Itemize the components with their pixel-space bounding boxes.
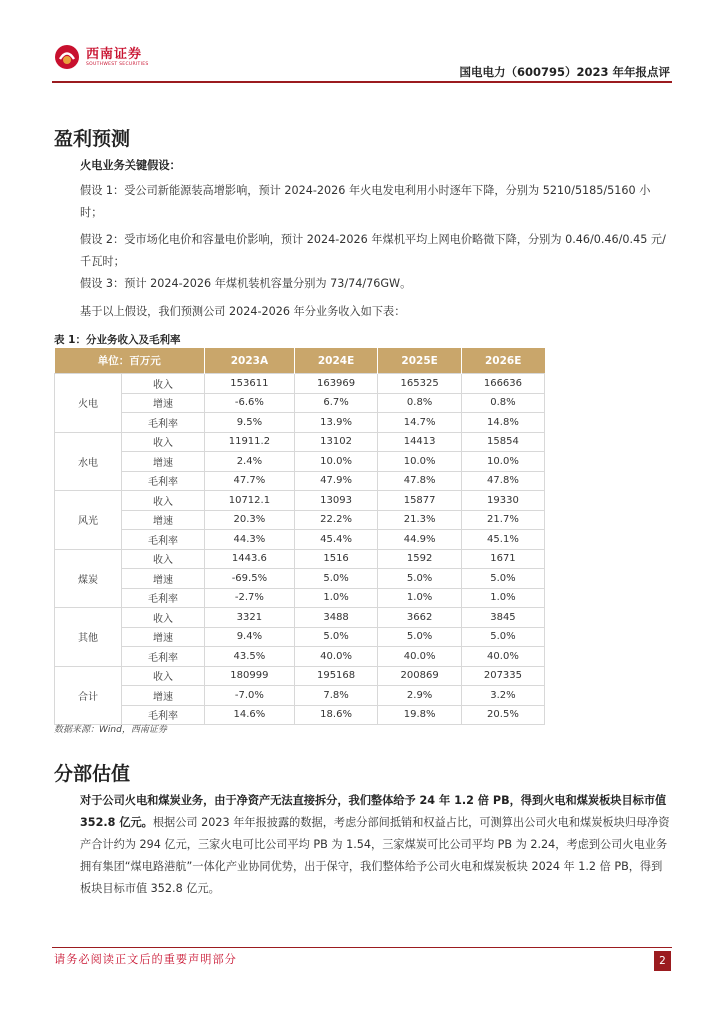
table-cell: 0.8% [461, 393, 544, 413]
table-cell: 153611 [205, 374, 295, 394]
table-group-label: 煤炭 [55, 549, 122, 608]
table-cell: 14413 [378, 432, 462, 452]
table-title: 表 1：分业务收入及毛利率 [54, 334, 181, 346]
report-title: 国电电力（600795）2023 年年报点评 [459, 65, 670, 79]
table-cell: 40.0% [378, 647, 462, 667]
table-header-2023a: 2023A [205, 348, 295, 374]
valuation-paragraph-body [54, 790, 671, 900]
table-source: 数据来源：Wind，西南证券 [54, 725, 167, 735]
table-cell: 13093 [294, 491, 378, 511]
table-cell: 20.5% [461, 705, 544, 725]
valuation-paragraph [54, 790, 671, 900]
table-row [55, 471, 545, 491]
assumption-2 [54, 229, 671, 273]
section-title-profit-forecast: 盈利预测 [54, 128, 131, 150]
table-metric-label: 增速 [122, 452, 205, 472]
table-row [55, 666, 545, 686]
table-cell: 5.0% [378, 627, 462, 647]
table-header-2025e: 2025E [378, 348, 462, 374]
table-cell: 1671 [461, 549, 544, 569]
table-cell: 11911.2 [205, 432, 295, 452]
table-cell: 40.0% [294, 647, 378, 667]
table-row [55, 413, 545, 433]
table-row [55, 627, 545, 647]
table-cell: 18.6% [294, 705, 378, 725]
table-cell: 9.4% [205, 627, 295, 647]
table-header-unit: 单位：百万元 [55, 348, 205, 374]
table-row [55, 432, 545, 452]
table-cell: 5.0% [378, 569, 462, 589]
table-cell: 43.5% [205, 647, 295, 667]
page-number: 2 [654, 951, 671, 971]
table-cell: 44.3% [205, 530, 295, 550]
table-cell: 180999 [205, 666, 295, 686]
table-row [55, 549, 545, 569]
table-group-label: 风光 [55, 491, 122, 550]
table-cell: 21.7% [461, 510, 544, 530]
table-cell: 166636 [461, 374, 544, 394]
assumption-3-text: 假设 3：预计 2024-2026 年煤机装机容量分别为 73/74/76GW。 [80, 277, 412, 290]
thermal-assumptions-heading: 火电业务关键假设： [80, 159, 181, 172]
table-cell: 10.0% [461, 452, 544, 472]
table-cell: 163969 [294, 374, 378, 394]
table-cell: 1.0% [294, 588, 378, 608]
table-row [55, 452, 545, 472]
section-title-segment-valuation: 分部估值 [54, 763, 131, 785]
disclaimer-note: 请务必阅读正文后的重要声明部分 [54, 953, 237, 966]
table-metric-label: 增速 [122, 569, 205, 589]
table-row [55, 647, 545, 667]
table-row [55, 374, 545, 394]
table-group-label: 合计 [55, 666, 122, 725]
revenue-margin-table [54, 348, 545, 725]
table-cell: 40.0% [461, 647, 544, 667]
table-cell: 3662 [378, 608, 462, 628]
table-cell: 14.8% [461, 413, 544, 433]
table-cell: 45.1% [461, 530, 544, 550]
table-cell: 2.9% [378, 686, 462, 706]
footer-divider [52, 947, 672, 948]
table-metric-label: 收入 [122, 549, 205, 569]
assumption-3 [54, 273, 671, 295]
table-cell: 22.2% [294, 510, 378, 530]
table-cell: 1.0% [461, 588, 544, 608]
table-cell: 14.6% [205, 705, 295, 725]
table-row [55, 608, 545, 628]
table-metric-label: 收入 [122, 608, 205, 628]
table-cell: 44.9% [378, 530, 462, 550]
table-cell: 3845 [461, 608, 544, 628]
table-row [55, 569, 545, 589]
table-cell: 0.8% [378, 393, 462, 413]
table-header-2026e: 2026E [461, 348, 544, 374]
table-cell: 3321 [205, 608, 295, 628]
table-row [55, 588, 545, 608]
forecast-intro-text: 基于以上假设，我们预测公司 2024-2026 年分业务收入如下表： [80, 305, 406, 318]
table-cell: 45.4% [294, 530, 378, 550]
table-cell: 15854 [461, 432, 544, 452]
table-cell: 10712.1 [205, 491, 295, 511]
table-group-label: 火电 [55, 374, 122, 433]
table-cell: 19330 [461, 491, 544, 511]
assumption-2-text: 假设 2：受市场化电价和容量电价影响，预计 2024-2026 年煤机平均上网电价略微下降，分别为 0.46/0.46/0.45 元/千瓦时； [80, 233, 666, 268]
table-row [55, 510, 545, 530]
table-cell: 5.0% [294, 569, 378, 589]
table-cell: 10.0% [378, 452, 462, 472]
table-cell: 21.3% [378, 510, 462, 530]
table-group-label: 水电 [55, 432, 122, 491]
table-cell: 19.8% [378, 705, 462, 725]
logo-en-text: SOUTHWEST SECURITIES [86, 61, 149, 67]
logo-cn-text: 西南证券 [86, 46, 143, 62]
table-body [55, 374, 545, 725]
table-cell: 1443.6 [205, 549, 295, 569]
table-metric-label: 增速 [122, 393, 205, 413]
table-cell: 47.8% [378, 471, 462, 491]
assumption-1-text: 假设 1：受公司新能源装高增影响，预计 2024-2026 年火电发电利用小时逐年下降，分别为 5210/5185/5160 小时； [80, 184, 651, 219]
table-cell: 5.0% [461, 569, 544, 589]
table-cell: 1592 [378, 549, 462, 569]
table-cell: 10.0% [294, 452, 378, 472]
table-metric-label: 收入 [122, 374, 205, 394]
table-header-2024e: 2024E [294, 348, 378, 374]
table-cell: 47.7% [205, 471, 295, 491]
table-metric-label: 毛利率 [122, 471, 205, 491]
table-row [55, 393, 545, 413]
table-cell: 13.9% [294, 413, 378, 433]
table-group-label: 其他 [55, 608, 122, 667]
table-metric-label: 毛利率 [122, 588, 205, 608]
table-cell: 6.7% [294, 393, 378, 413]
table-metric-label: 增速 [122, 686, 205, 706]
table-row [55, 491, 545, 511]
header-divider [52, 81, 672, 83]
table-cell: 13102 [294, 432, 378, 452]
valuation-body: 根据公司 2023 年年报披露的数据，考虑分部间抵销和权益占比，可测算出公司火电和煤炭板块归母净资产合计约为 294 亿元，三家火电可比公司平均 PB 为 1.54，三家煤炭可比公司平均 PB 为 2.24，考虑到公司火电业务拥有集团“煤电路港航”一体化产业协同优势，出于保守，我们整体给予公司火电和煤炭板块 2024 年 1.2 倍 PB，得到板块目标市值 352.8 亿元。 [80, 816, 670, 895]
table-metric-label: 收入 [122, 432, 205, 452]
table-cell: -69.5% [205, 569, 295, 589]
table-metric-label: 毛利率 [122, 413, 205, 433]
table-metric-label: 毛利率 [122, 705, 205, 725]
table-metric-label: 收入 [122, 491, 205, 511]
company-logo [54, 44, 149, 70]
table-metric-label: 增速 [122, 627, 205, 647]
logo-emblem-icon [54, 44, 80, 70]
table-cell: 165325 [378, 374, 462, 394]
table-cell: 14.7% [378, 413, 462, 433]
table-cell: -6.6% [205, 393, 295, 413]
table-cell: 3.2% [461, 686, 544, 706]
table-cell: 5.0% [461, 627, 544, 647]
table-metric-label: 毛利率 [122, 647, 205, 667]
table-cell: 9.5% [205, 413, 295, 433]
assumption-1 [54, 180, 671, 224]
forecast-intro [54, 301, 671, 323]
table-row [55, 530, 545, 550]
table-cell: 15877 [378, 491, 462, 511]
table-cell: 200869 [378, 666, 462, 686]
table-cell: 20.3% [205, 510, 295, 530]
table-cell: -7.0% [205, 686, 295, 706]
table-cell: 1.0% [378, 588, 462, 608]
table-cell: 7.8% [294, 686, 378, 706]
table-metric-label: 收入 [122, 666, 205, 686]
table-cell: 2.4% [205, 452, 295, 472]
table-cell: 47.8% [461, 471, 544, 491]
table-cell: 195168 [294, 666, 378, 686]
table-cell: 3488 [294, 608, 378, 628]
table-cell: 5.0% [294, 627, 378, 647]
table-cell: 1516 [294, 549, 378, 569]
valuation-lead: 对于公司火电和煤炭业务，由于净资产无法直接拆分，我们整体给予 24 年 1.2 倍 PB，得到火电和煤炭板块目标市值 352.8 亿元。 [80, 794, 667, 829]
table-metric-label: 增速 [122, 510, 205, 530]
table-cell: 207335 [461, 666, 544, 686]
table-header-row [55, 348, 545, 374]
table-metric-label: 毛利率 [122, 530, 205, 550]
table-row [55, 686, 545, 706]
table-cell: -2.7% [205, 588, 295, 608]
table-cell: 47.9% [294, 471, 378, 491]
